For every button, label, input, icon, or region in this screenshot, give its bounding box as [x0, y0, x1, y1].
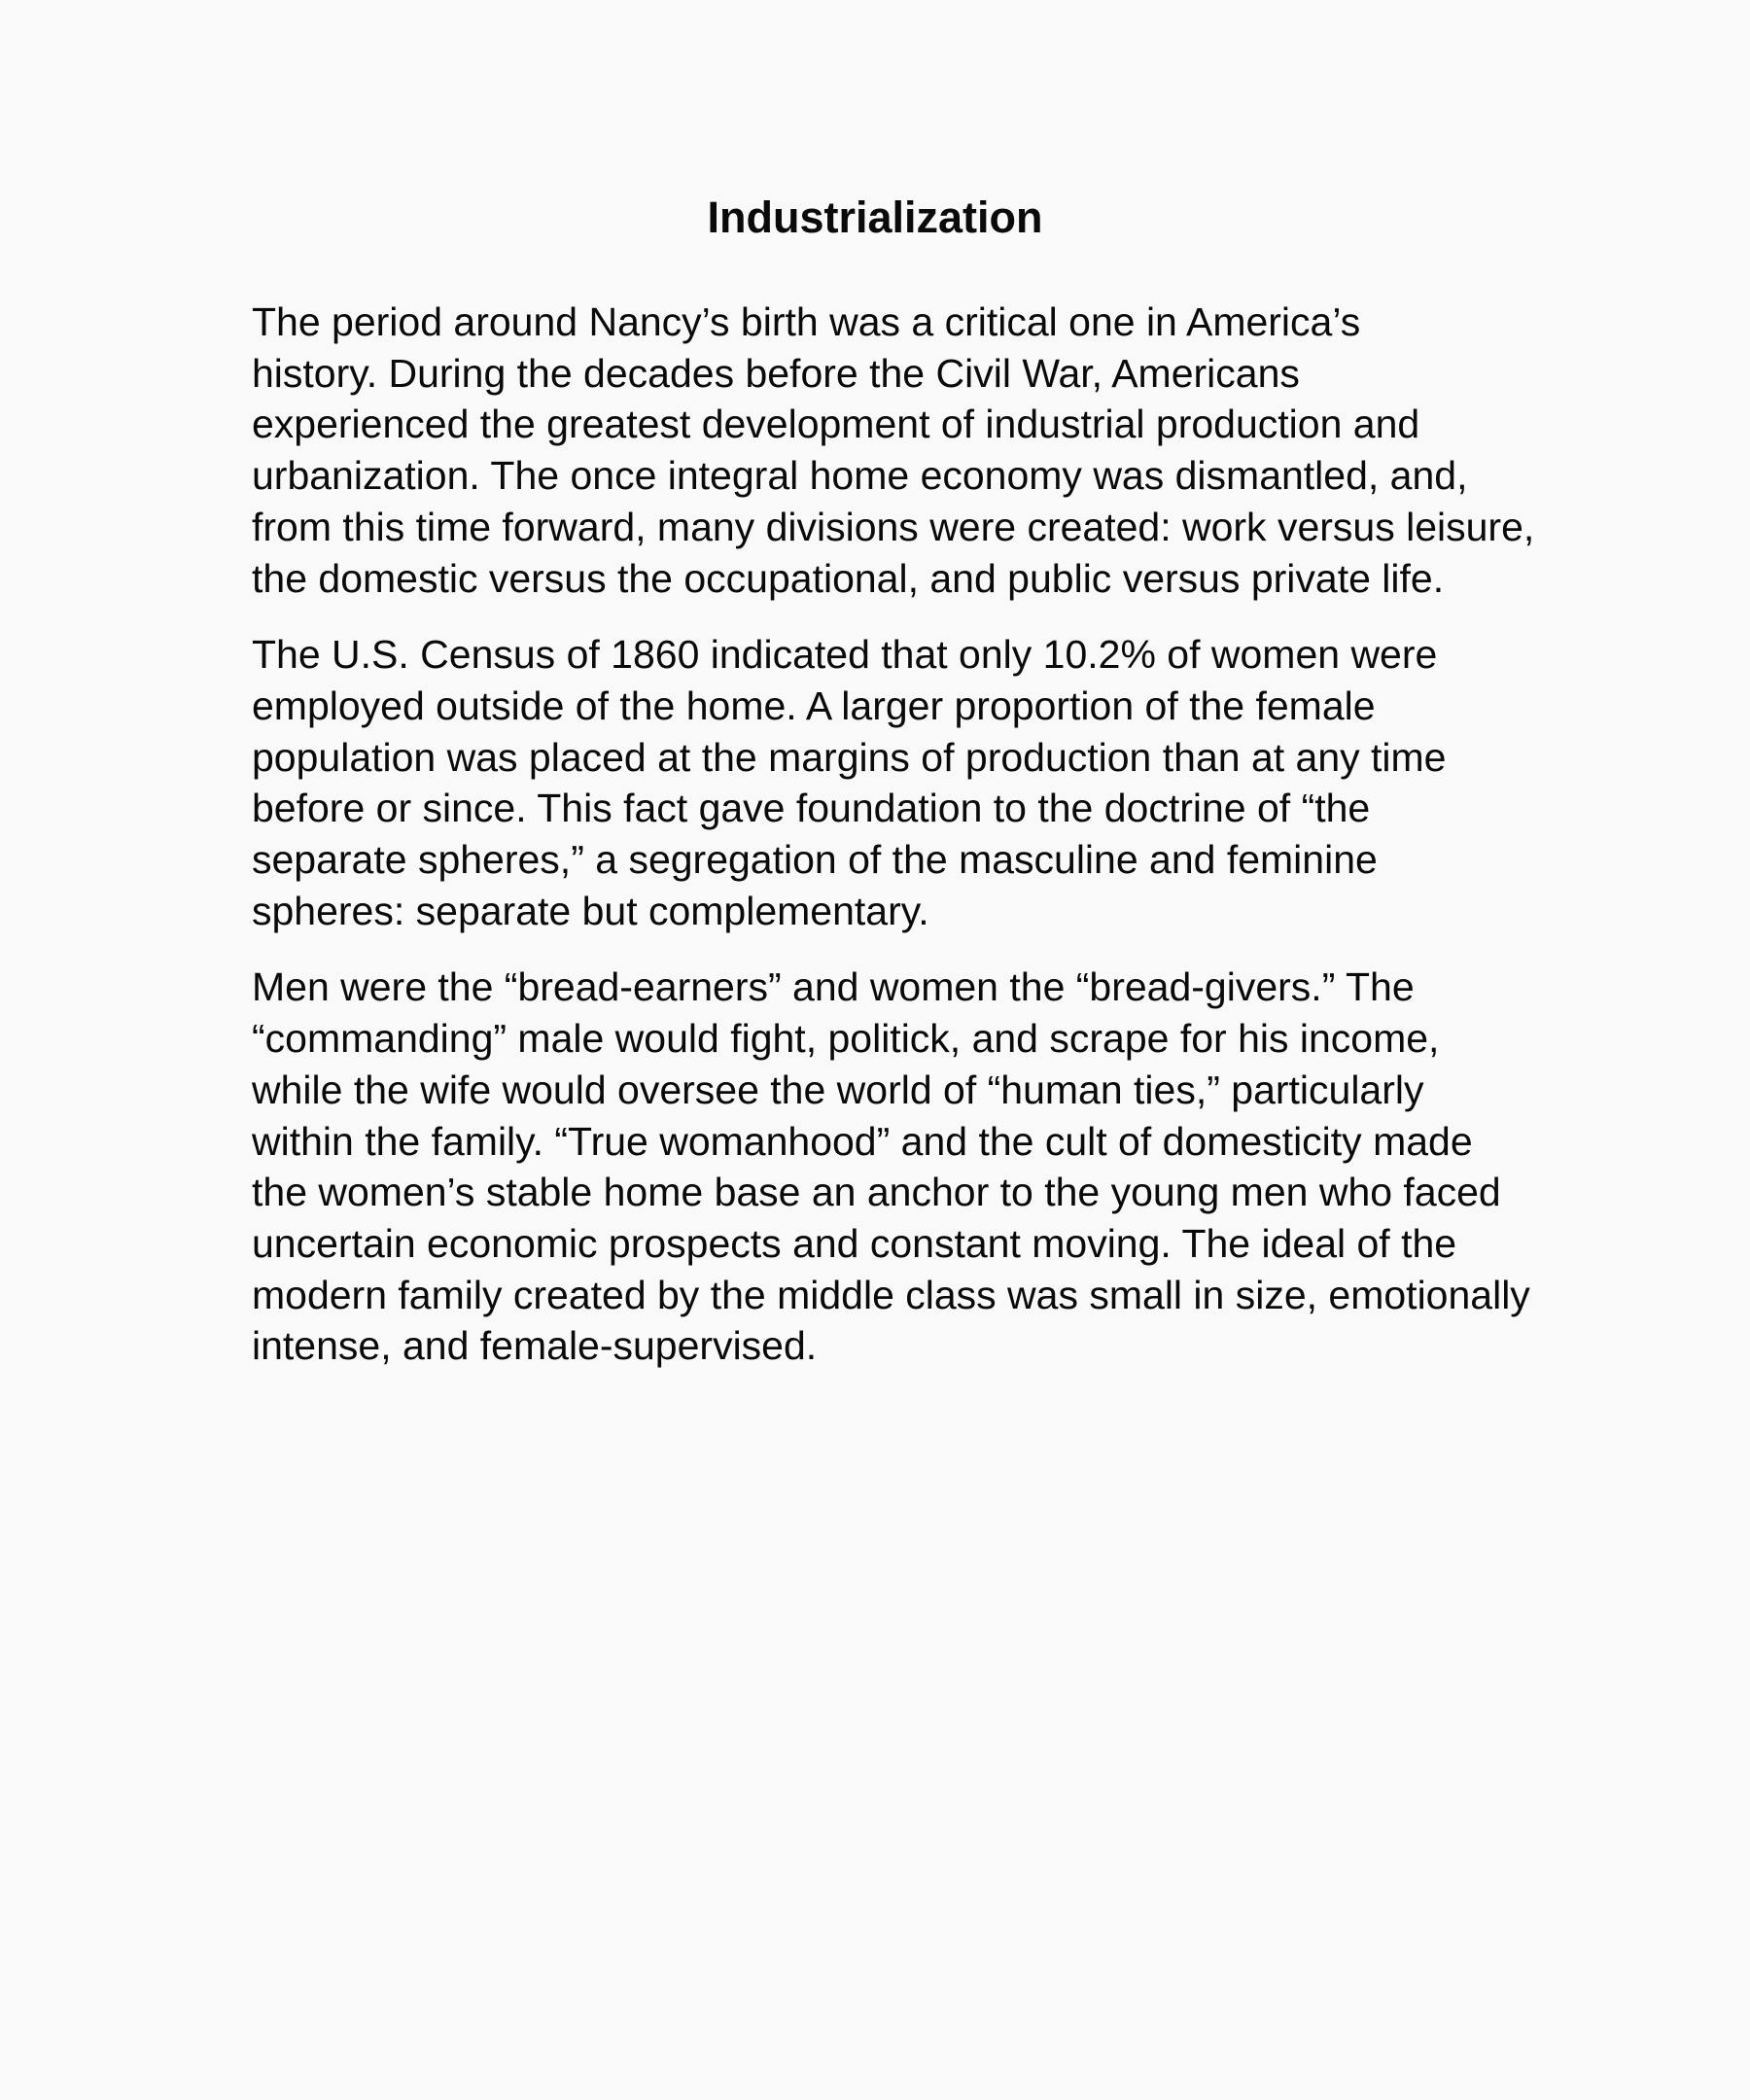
page-title: Industrialization	[707, 192, 1043, 242]
text-line: spheres: separate but complementary.	[252, 888, 929, 933]
text-line: separate spheres,” a segregation of the masculine and feminine	[252, 837, 1378, 883]
text-line: while the wife would oversee the world of “human ties,” particularly	[252, 1067, 1424, 1112]
text-line: population was placed at the margins of production than at any time	[252, 734, 1447, 780]
paragraph-2	[182, 629, 1582, 936]
text-line: intense, and female-supervised.	[252, 1323, 818, 1369]
text-line: experienced the greatest development of industrial production and	[252, 402, 1420, 447]
text-line: The period around Nancy’s birth was a critical one in America’s	[252, 299, 1361, 344]
text-line: Men were the “bread-earners” and women the “bread-givers.” The	[252, 964, 1415, 1010]
text-line: within the family. “True womanhood” and the cult of domesticity made	[252, 1118, 1473, 1164]
text-line: history. During the decades before the Civil War, Americans	[252, 350, 1300, 396]
document-body	[182, 297, 1582, 1397]
text-line: employed outside of the home. A larger proportion of the female	[252, 682, 1376, 728]
text-line: The U.S. Census of 1860 indicated that only 10.2% of women were	[252, 632, 1438, 678]
paragraph-1	[182, 297, 1582, 604]
text-line: “commanding” male would fight, politick, and scrape for his income,	[252, 1016, 1440, 1062]
text-line: modern family created by the middle class was small in size, emotionally	[252, 1272, 1530, 1317]
text-line: the domestic versus the occupational, and public versus private life.	[252, 555, 1445, 601]
text-line: uncertain economic prospects and constant moving. The ideal of the	[252, 1220, 1457, 1266]
text-line: the women’s stable home base an anchor to the young men who faced	[252, 1170, 1501, 1215]
text-line: from this time forward, many divisions were created: work versus leisure,	[252, 504, 1535, 549]
text-line: before or since. This fact gave foundation to the doctrine of “the	[252, 786, 1371, 831]
paragraph-3	[182, 962, 1582, 1372]
text-line: urbanization. The once integral home economy was dismantled, and,	[252, 453, 1468, 499]
